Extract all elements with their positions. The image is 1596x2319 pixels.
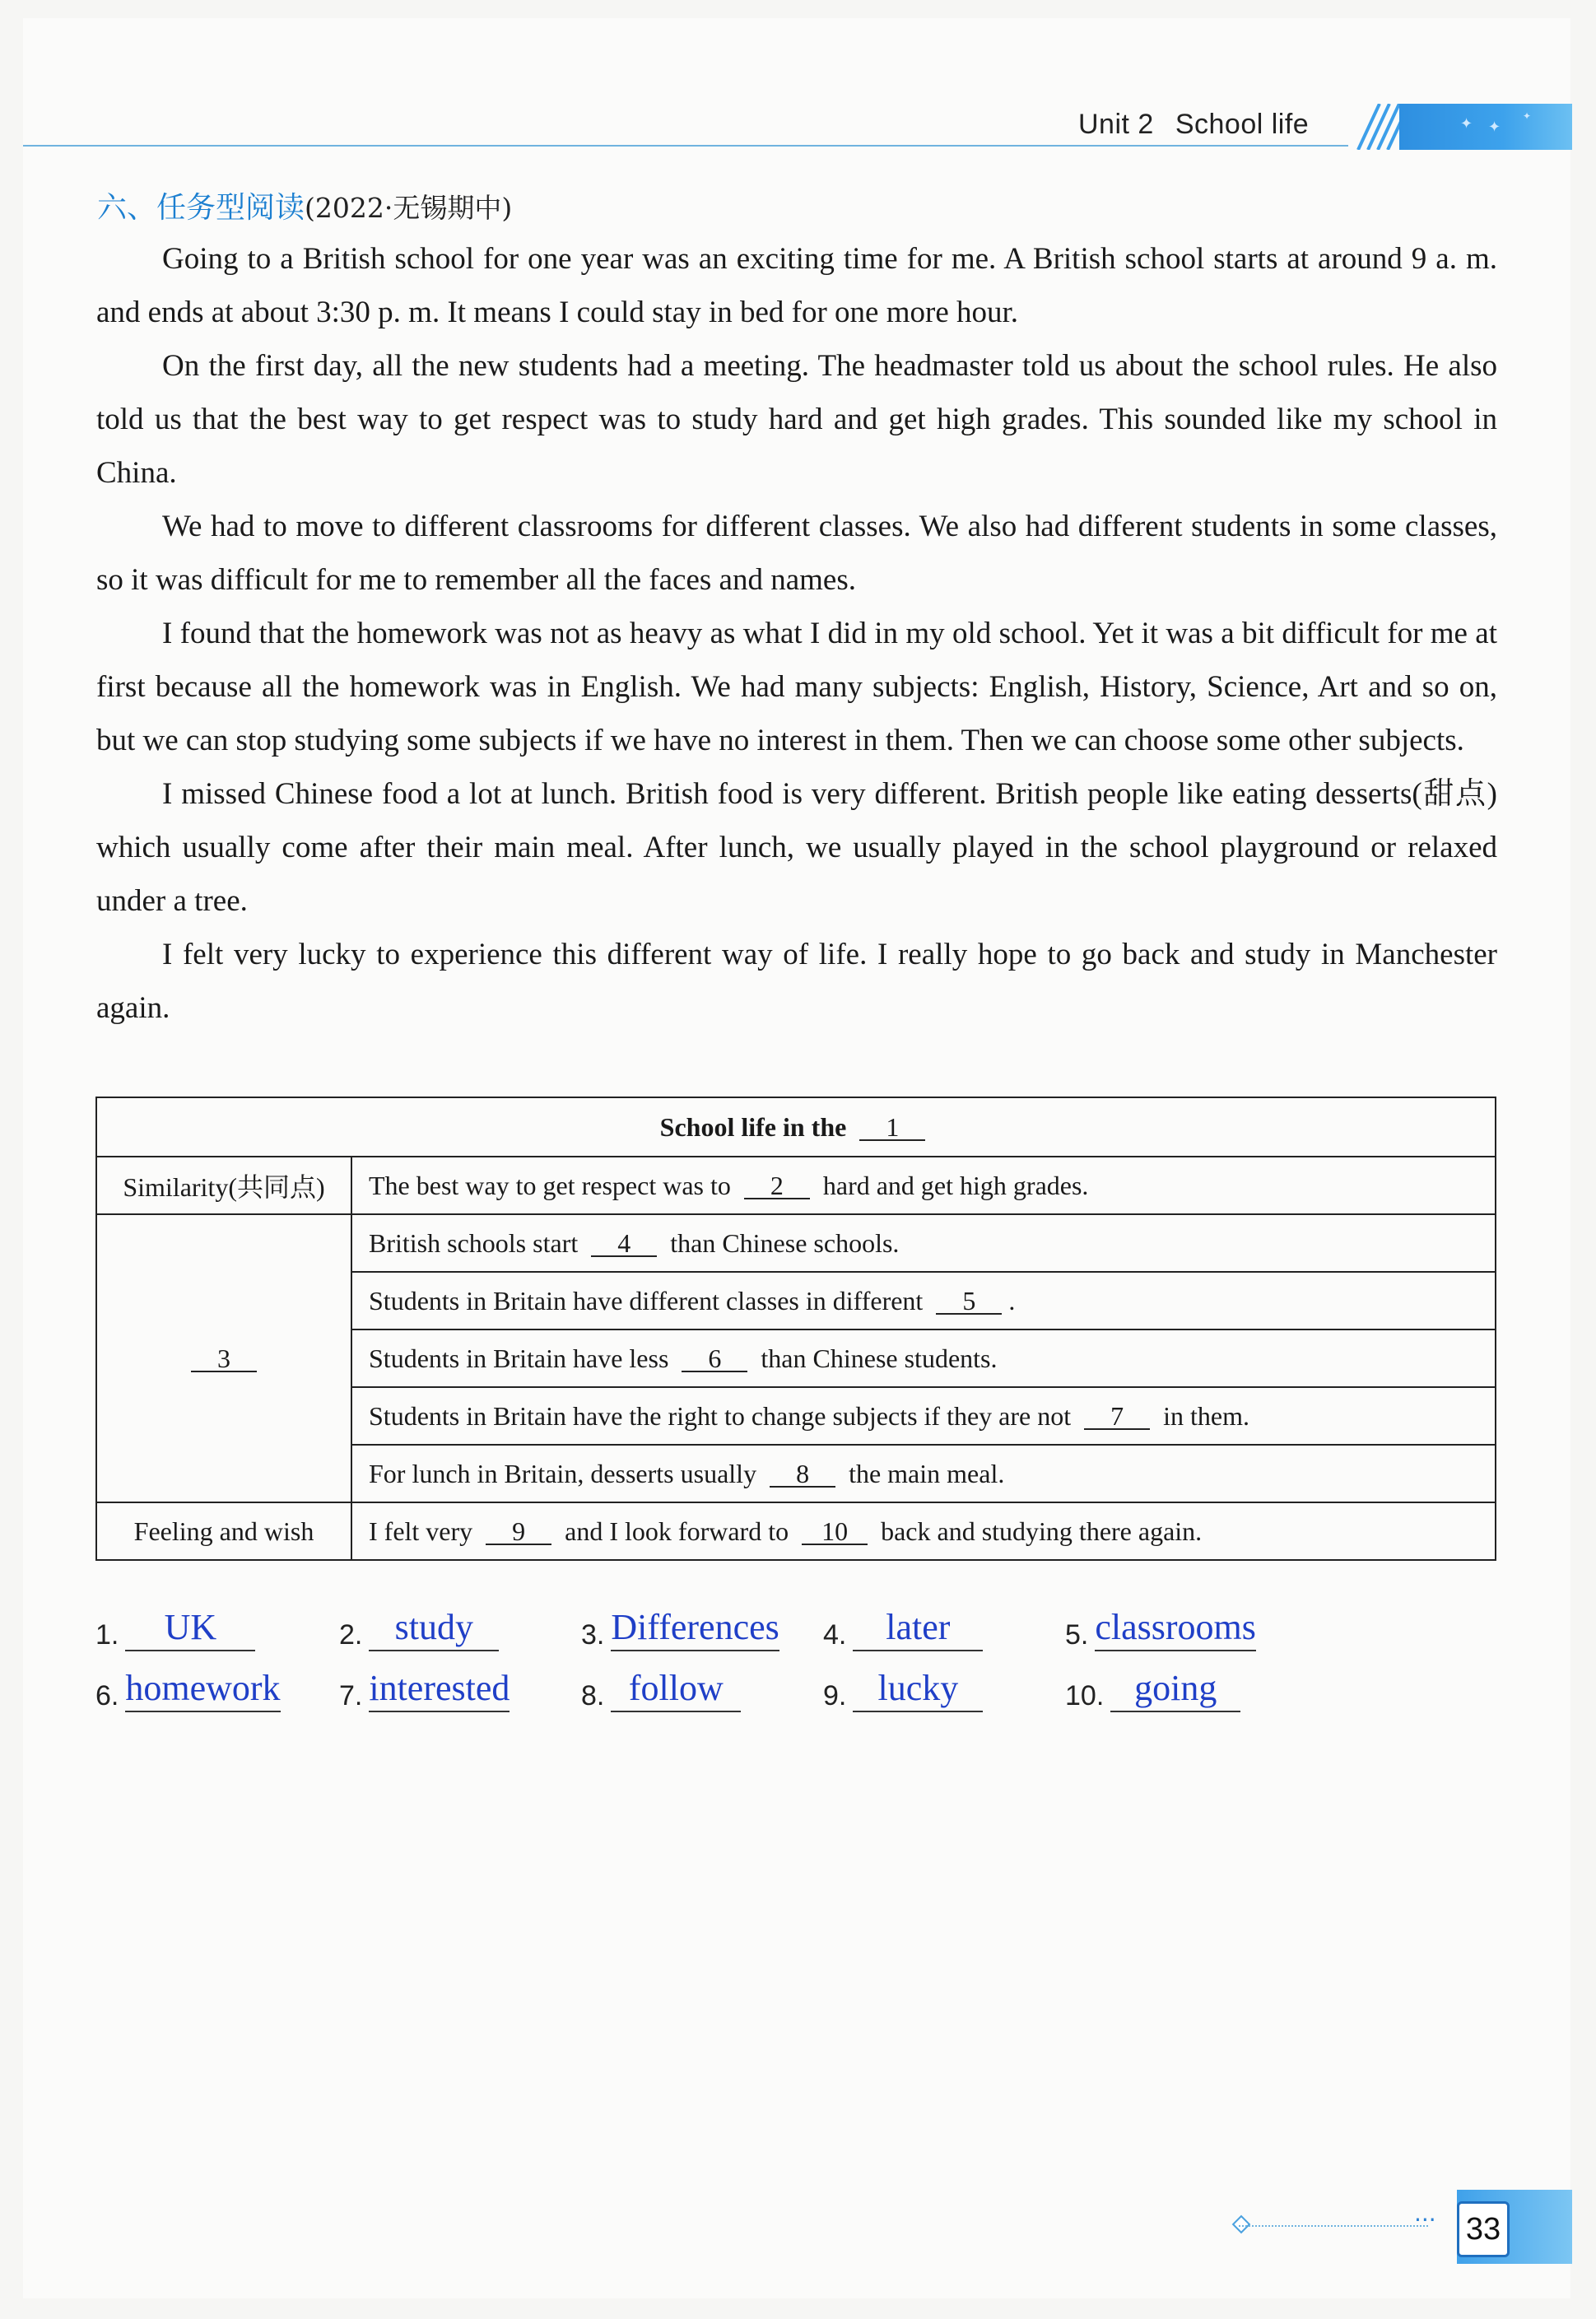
answer-item <box>95 1605 255 1651</box>
cell-text: than Chinese students. <box>761 1343 998 1373</box>
passage-paragraph: On the first day, all the new students had a meeting. The headmaster told us about the school rules. He also told us that the best way to get respect was to study hard and get high grades. This sounded like my school in China. <box>96 349 1497 490</box>
summary-table <box>95 1097 1496 1561</box>
table-caption: School life in the <box>659 1111 847 1142</box>
answer-number: 4. <box>823 1619 847 1651</box>
cell-text: I felt very <box>369 1516 473 1546</box>
table-row <box>96 1214 1496 1272</box>
difference-cell <box>351 1445 1496 1502</box>
answer-number: 2. <box>339 1619 363 1651</box>
difference-cell <box>351 1214 1496 1272</box>
feeling-label: Feeling and wish <box>96 1502 351 1560</box>
answer-value: UK <box>125 1605 255 1651</box>
blank-1: 1 <box>859 1115 925 1141</box>
answer-item <box>823 1605 983 1651</box>
page-number: 33 <box>1457 2201 1510 2257</box>
passage-paragraph: Going to a British school for one year was an exciting time for me. A British school starts at around 9 a. m. and ends at about 3:30 p. m. It means I could stay in bed for one more hour. <box>96 242 1497 329</box>
table-caption-row <box>96 1097 1496 1157</box>
answer-item <box>581 1605 779 1651</box>
blank-4: 4 <box>591 1231 657 1257</box>
difference-cell <box>351 1387 1496 1445</box>
sparkle-icon: ✦ <box>1460 115 1473 132</box>
blank-5: 5 <box>936 1288 1002 1315</box>
footer-dotted-rule <box>1239 2225 1428 2228</box>
feeling-cell <box>351 1502 1496 1560</box>
difference-cell <box>351 1329 1496 1387</box>
group-label-cell <box>96 1214 351 1502</box>
blank-6: 6 <box>682 1346 747 1372</box>
cell-text: For lunch in Britain, desserts usually <box>369 1458 757 1488</box>
section-source: (2022·无锡期中) <box>305 192 513 224</box>
cell-text: British schools start <box>369 1227 579 1258</box>
running-header <box>1078 109 1309 141</box>
answer-number: 9. <box>823 1680 847 1711</box>
passage-paragraph: I missed Chinese food a lot at lunch. British food is very different. British people like eating desserts(甜点) which usually come after their main meal. After lunch, we usually played in the school playground or relaxed under a tree. <box>96 777 1497 918</box>
header-band-decoration <box>1399 104 1572 150</box>
answer-item <box>339 1605 499 1651</box>
answer-value: later <box>853 1605 983 1651</box>
section-heading: 六、任务型阅读 <box>97 191 305 225</box>
answer-number: 3. <box>581 1619 605 1651</box>
blank-10: 10 <box>802 1519 868 1545</box>
answer-value: interested <box>369 1666 510 1712</box>
sparkle-icon: ✦ <box>1488 119 1501 135</box>
cell-text: the main meal. <box>849 1458 1005 1488</box>
cell-text: and I look forward to <box>565 1516 789 1546</box>
footer-ellipsis: ··· <box>1414 2206 1436 2233</box>
passage-paragraph: I felt very lucky to experience this different way of life. I really hope to go back and study in Manchester again. <box>96 938 1497 1025</box>
answer-number: 6. <box>95 1680 119 1711</box>
sparkle-icon: ✦ <box>1523 110 1532 122</box>
unit-label: Unit 2 <box>1078 109 1154 140</box>
answer-item <box>1065 1666 1240 1712</box>
answer-number: 5. <box>1065 1619 1089 1651</box>
table-caption-cell <box>96 1097 1496 1157</box>
answer-value: lucky <box>853 1666 983 1712</box>
answer-value: homework <box>125 1666 280 1712</box>
answer-number: 1. <box>95 1619 119 1651</box>
similarity-label: Similarity(共同点) <box>96 1157 351 1214</box>
cell-text: back and studying there again. <box>881 1516 1203 1546</box>
header-rule <box>23 145 1348 147</box>
answer-number: 8. <box>581 1680 605 1711</box>
answer-value: going <box>1110 1666 1240 1712</box>
cell-text: Students in Britain have the right to change subjects if they are not <box>369 1400 1072 1431</box>
blank-9: 9 <box>486 1519 551 1545</box>
blank-2: 2 <box>744 1173 810 1199</box>
difference-cell <box>351 1272 1496 1329</box>
answer-item <box>339 1666 510 1712</box>
answer-item <box>1065 1605 1256 1651</box>
answer-item <box>581 1666 741 1712</box>
answer-value: follow <box>611 1666 741 1712</box>
section-title <box>97 184 512 226</box>
answer-number: 10. <box>1065 1680 1105 1711</box>
cell-text: in them. <box>1163 1400 1249 1431</box>
cell-text: The best way to get respect was to <box>369 1170 731 1200</box>
blank-3: 3 <box>191 1346 257 1372</box>
cell-text: hard and get high grades. <box>822 1170 1089 1200</box>
table-row <box>96 1502 1496 1560</box>
similarity-cell <box>351 1157 1496 1214</box>
answer-item <box>95 1666 281 1712</box>
cell-text: Students in Britain have less <box>369 1343 669 1373</box>
blank-7: 7 <box>1084 1404 1150 1430</box>
unit-topic: School life <box>1175 109 1310 140</box>
answer-value: Differences <box>611 1605 779 1651</box>
answer-value: classrooms <box>1095 1605 1256 1651</box>
table-row <box>96 1157 1496 1214</box>
answer-value: study <box>369 1605 499 1651</box>
answer-item <box>823 1666 983 1712</box>
blank-8: 8 <box>770 1461 835 1488</box>
passage-paragraph: I found that the homework was not as heavy as what I did in my old school. Yet it was a bit difficult for me at first because all the homework was in English. We had many subjects: English, History, Science, Art and so on, but we can stop studying some subjects if we have no interest in them. Then we can choose some other subjects. <box>96 617 1497 757</box>
reading-passage <box>96 232 1497 1035</box>
cell-text: . <box>1008 1285 1016 1315</box>
passage-paragraph: We had to move to different classrooms for different classes. We also had different students in some classes, so it was difficult for me to remember all the faces and names. <box>96 510 1497 597</box>
cell-text: Students in Britain have different classes in different <box>369 1285 924 1315</box>
answer-number: 7. <box>339 1680 363 1711</box>
cell-text: than Chinese schools. <box>670 1227 900 1258</box>
